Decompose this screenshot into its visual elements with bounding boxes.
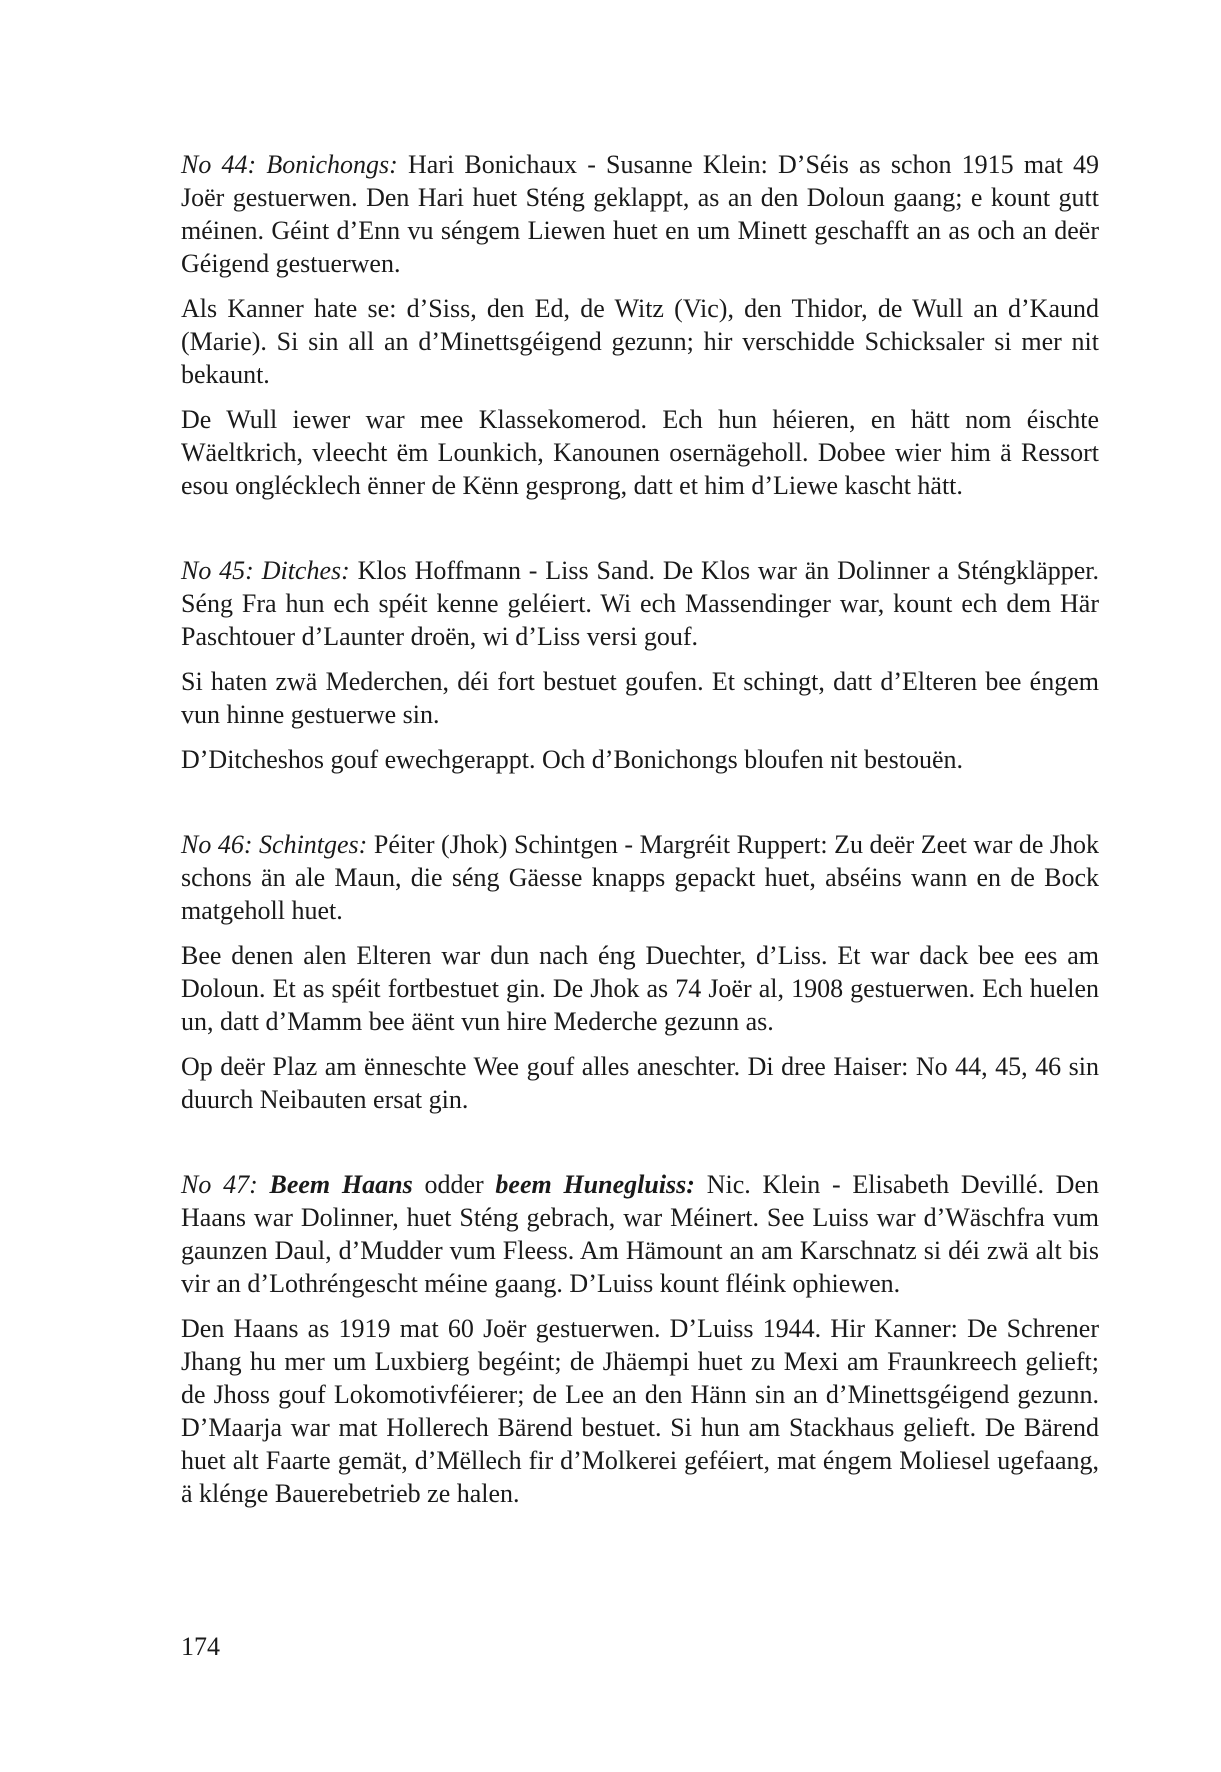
entry-number: No 45: — [181, 556, 254, 585]
entry-no-46 — [181, 828, 1099, 1116]
entry-number: No 47: — [181, 1170, 258, 1199]
entry-paragraph — [181, 1168, 1099, 1300]
paragraph-text: Nic. Klein - Elisabeth Devillé. Den Haans war Dolinner, huet Sténg gebrach, war Méinert. See Luiss war d’Wäschfra vum gaunzen Daul, d’Mudder vum Fleess. Am Hämount an am Karschnatz si déi zwä alt bis vir an d’Lothréngescht méine gaang. D’Luiss kount fléink ophiewen. — [181, 1170, 1100, 1298]
entry-paragraph: Als Kanner hate se: d’Siss, den Ed, de Witz (Vic), den Thidor, de Wull an d’Kaund (Marie). Si sin all an d’Minettsgéigend gezunn; hir verschidde Schicksaler si mer nit bekaunt. — [181, 294, 1099, 389]
entry-paragraph — [181, 828, 1099, 927]
house-name: Schintges: — [259, 830, 368, 859]
house-name: Beem Haans — [269, 1170, 413, 1199]
entry-paragraph: De Wull iewer war mee Klassekomerod. Ech hun héieren, en hätt nom éischte Wäeltkrich, vleecht ëm Lounkich, Kanounen osernägeholl. Dobee wier him ä Ressort esou onglécklech ënner de Kënn gesprong, datt et him d’Liewe kascht hätt. — [181, 405, 1099, 500]
entry-no-47 — [181, 1168, 1099, 1510]
entry-number: No 44: — [181, 150, 257, 179]
entry-paragraph: Op deër Plaz am ënneschte Wee gouf alles aneschter. Di dree Haiser: No 44, 45, 46 sin duurch Neibauten ersat gin. — [181, 1052, 1099, 1114]
house-name: Bonichongs: — [266, 150, 398, 179]
entry-paragraph — [181, 554, 1099, 653]
page-content — [181, 148, 1099, 1522]
entry-paragraph — [181, 148, 1099, 280]
house-name-alt: beem Hunegluiss: — [495, 1170, 695, 1199]
paragraph-text: Klos Hoffmann - Liss Sand. De Klos war än Dolinner a Sténgkläpper. Séng Fra hun ech spéit kenne geléiert. Wi ech Massendinger war, kount ech dem Här Paschtouer d’Launter droën, wi d’Liss versi gouf. — [181, 556, 1100, 651]
entry-paragraph: Si haten zwä Mederchen, déi fort bestuet goufen. Et schingt, datt d’Elteren bee éngem vun hinne gestuerwe sin. — [181, 667, 1099, 729]
entry-no-44 — [181, 148, 1099, 502]
entry-number: No 46: — [181, 830, 253, 859]
paragraph-text: Péiter (Jhok) Schintgen - Margréit Ruppert: Zu deër Zeet war de Jhok schons än ale Maun, die séng Gäesse knapps gepackt huet, abséins wann en de Bock matgeholl huet. — [181, 830, 1100, 925]
entry-no-45 — [181, 554, 1099, 776]
paragraph-text: Hari Bonichaux - Susanne Klein: D’Séis as schon 1915 mat 49 Joër gestuerwen. Den Hari huet Sténg geklappt, as an den Doloun gaang; e kount gutt méinen. Géint d’Enn vu séngem Liewen huet en um Minett geschafft an as och an deër Géigend gestuerwen. — [181, 150, 1100, 278]
name-connector: odder — [424, 1170, 484, 1199]
entry-paragraph: Den Haans as 1919 mat 60 Joër gestuerwen. D’Luiss 1944. Hir Kanner: De Schrener Jhang hu mer um Luxbierg begéint; de Jhäempi huet zu Mexi am Fraunkreech gelieft; de Jhoss gouf Lokomotivféierer; de Lee an den Hänn sin an d’Minettsgéigend gezunn. D’Maarja war mat Hollerech Bärend bestuet. Si hun am Stackhaus gelieft. De Bärend huet alt Faarte gemät, d’Mëllech fir d’Molkerei geféiert, mat éngem Moliesel ugefaang, ä klénge Bauerebetrieb ze halen. — [181, 1314, 1099, 1508]
house-name: Ditches: — [261, 556, 350, 585]
entry-paragraph: Bee denen alen Elteren war dun nach éng Duechter, d’Liss. Et war dack bee ees am Doloun. Et as spéit fortbestuet gin. De Jhok as 74 Joër al, 1908 gestuerwen. Ech huelen un, datt d’Mamm bee äënt vun hire Mederche gezunn as. — [181, 941, 1099, 1036]
entry-paragraph: D’Ditcheshos gouf ewechgerappt. Och d’Bonichongs bloufen nit bestouën. — [181, 745, 963, 774]
page-number: 174 — [181, 1632, 220, 1661]
